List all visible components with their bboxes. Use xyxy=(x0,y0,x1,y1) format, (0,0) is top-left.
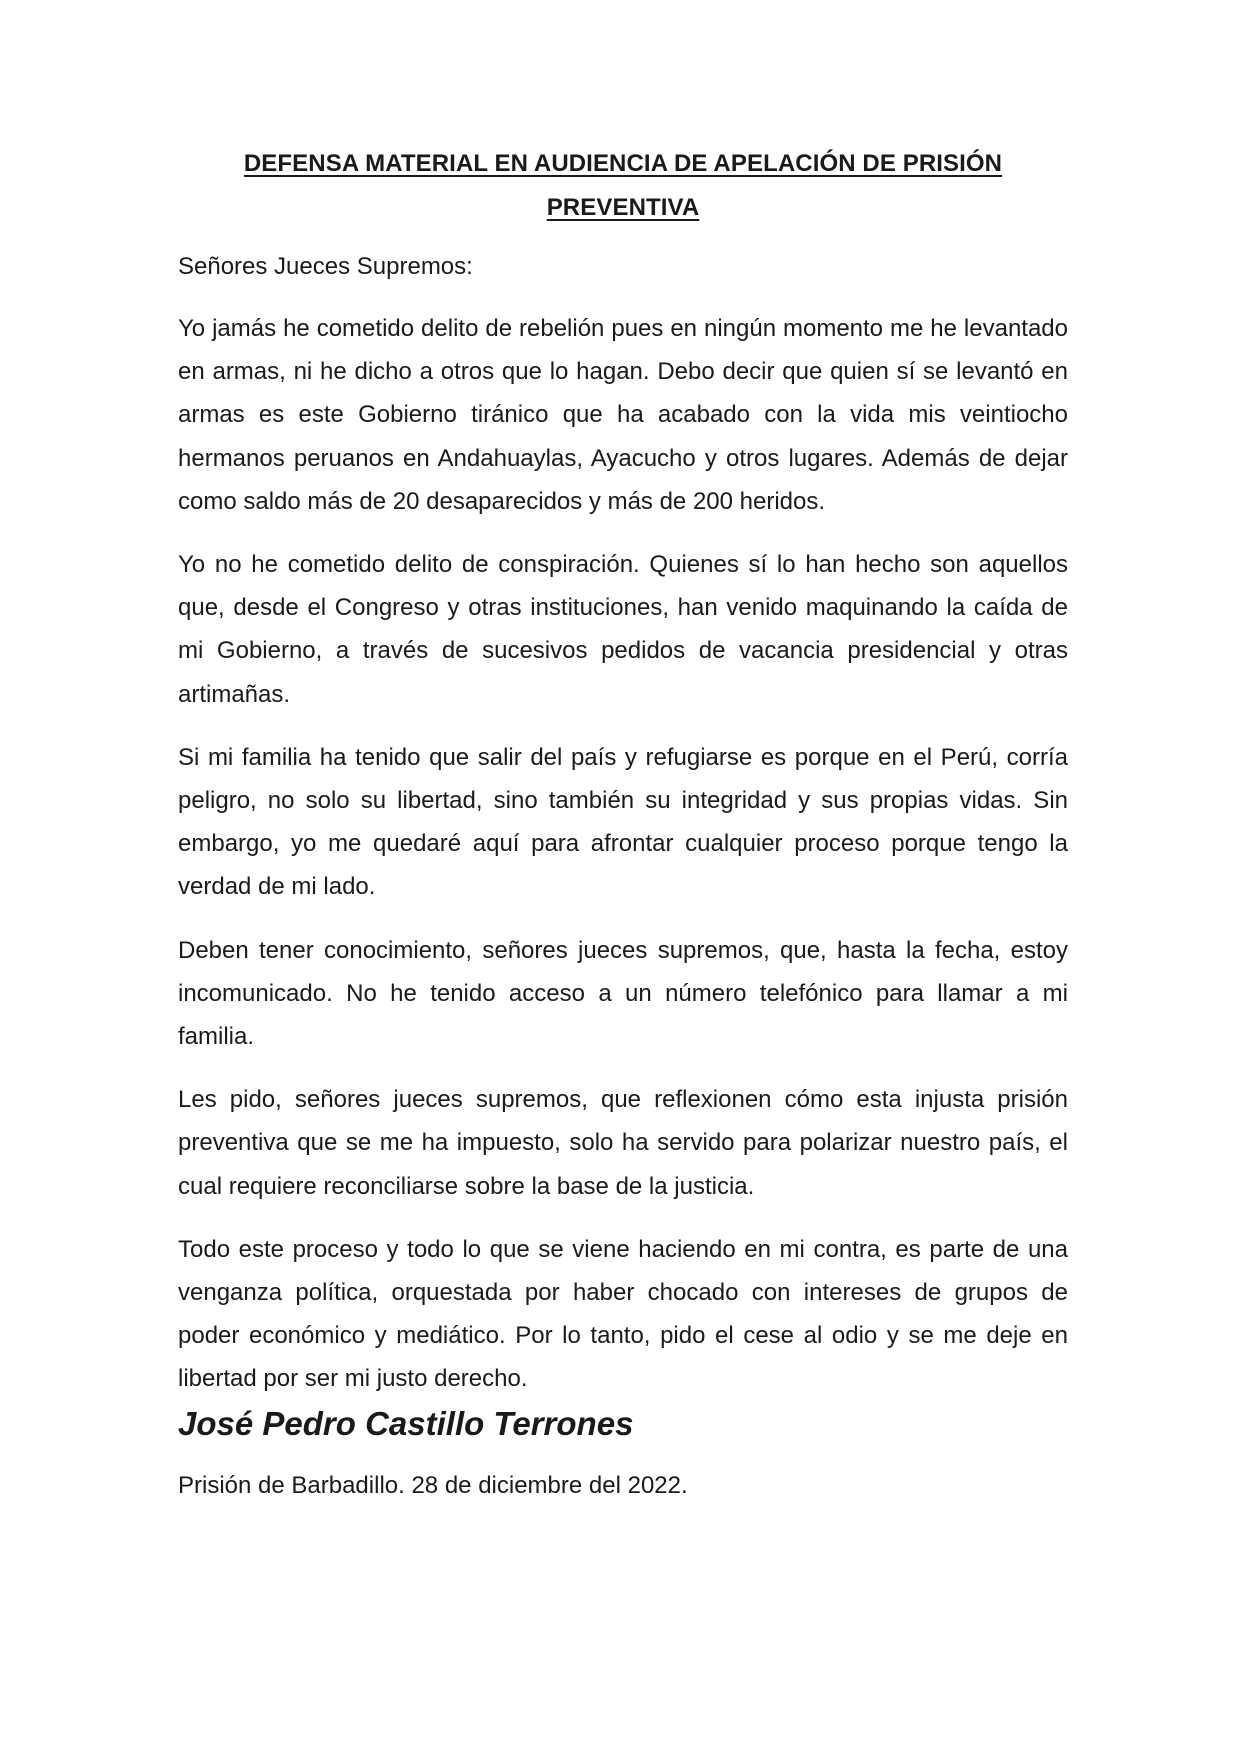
document-title: DEFENSA MATERIAL EN AUDIENCIA DE APELACIÓN DE PRISIÓN PREVENTIVA xyxy=(243,150,1003,221)
salutation: Señores Jueces Supremos: xyxy=(178,253,473,280)
paragraph-incomunicado: Deben tener conocimiento, señores jueces supremos, que, hasta la fecha, estoy incomunicado. No he tenido acceso a un número telefónico para llamar a mi familia. xyxy=(178,936,1068,1051)
paragraph-rebelion: Yo jamás he cometido delito de rebelión pues en ningún momento me he levantado en armas, ni he dicho a otros que lo hagan. Debo decir que quien sí se levantó en armas es este Gobierno tiránico que ha acabado con la vida mis veintiocho hermanos peruanos en Andahuaylas, Ayacucho y otros lugares. Además de dejar como saldo más de 20 desaparecidos y más de 200 heridos. xyxy=(178,315,1068,515)
paragraph-familia: Si mi familia ha tenido que salir del país y refugiarse es porque en el Perú, corría peligro, no solo su libertad, sino también su integridad y sus propias vidas. Sin embargo, yo me quedaré aquí para afrontar cualquier proceso porque tengo la verdad de mi lado. xyxy=(178,743,1068,901)
place-date: Prisión de Barbadillo. 28 de diciembre del 2022. xyxy=(178,1472,688,1499)
paragraph-conspiracion: Yo no he cometido delito de conspiración. Quienes sí lo han hecho son aquellos que, desde el Congreso y otras instituciones, han venido maquinando la caída de mi Gobierno, a través de sucesivos pedidos de vacancia presidencial y otras artimañas. xyxy=(178,551,1068,708)
signature-name: José Pedro Castillo Terrones xyxy=(178,1405,634,1442)
body-paragraphs xyxy=(178,307,1068,1421)
paragraph-prision-preventiva: Les pido, señores jueces supremos, que reflexionen cómo esta injusta prisión preventiva que se me ha impuesto, solo ha servido para polarizar nuestro país, el cual requiere reconciliarse sobre la base de la justicia. xyxy=(178,1086,1068,1200)
paragraph-venganza-politica: Todo este proceso y todo lo que se viene haciendo en mi contra, es parte de una venganza política, orquestada por haber chocado con intereses de grupos de poder económico y mediático. Por lo tanto, pido el cese al odio y se me deje en libertad por ser mi justo derecho. xyxy=(178,1235,1068,1393)
